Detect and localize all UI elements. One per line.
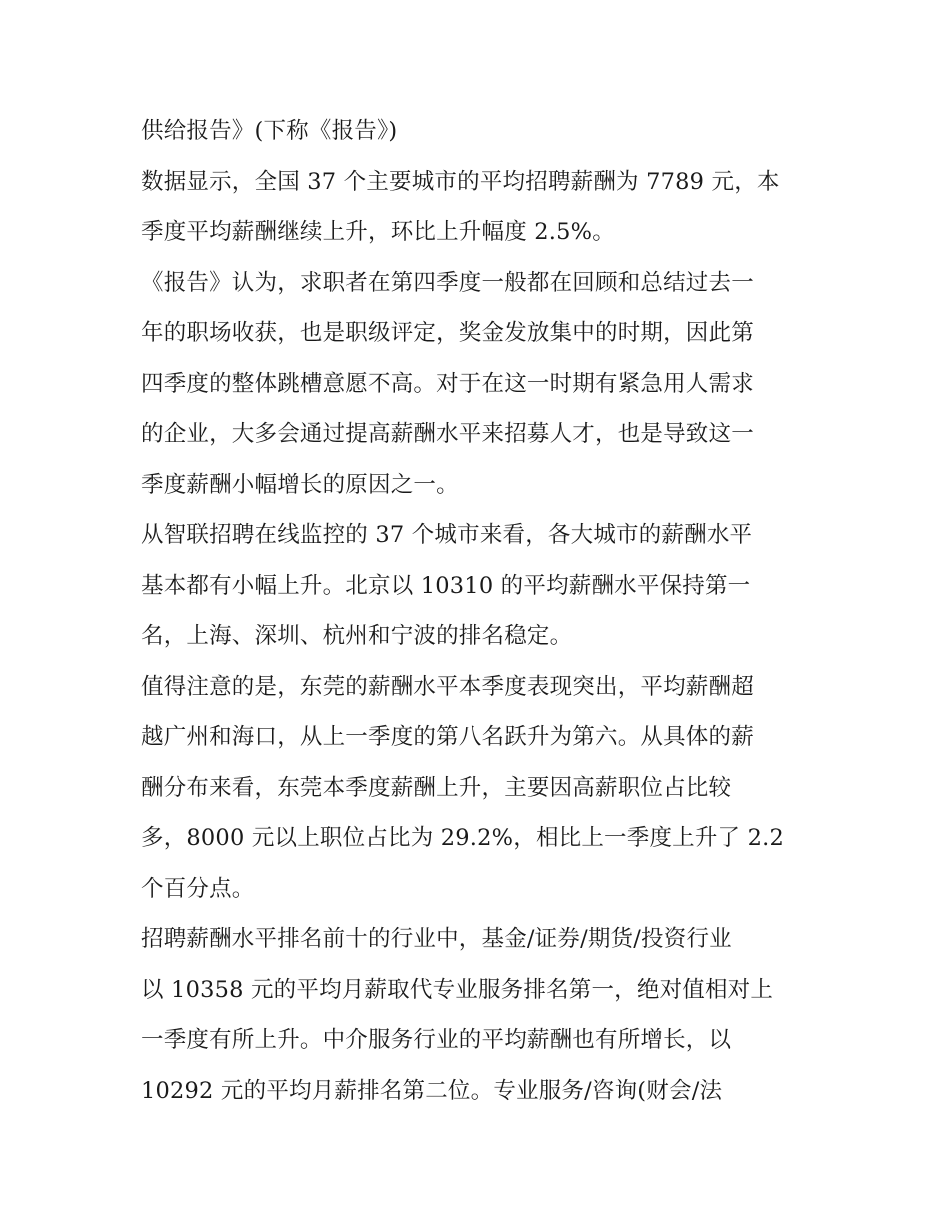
text-line: 四季度的整体跳槽意愿不高。对于在这一时期有紧急用人需求 bbox=[141, 370, 754, 397]
text-line: 10292 元的平均月薪排名第二位。专业服务/咨询(财会/法 bbox=[141, 1077, 723, 1104]
text-line: 招聘薪酬水平排名前十的行业中，基金/证券/期货/投资行业 bbox=[141, 926, 732, 952]
text-line: 名，上海、深圳、杭州和宁波的排名稳定。 bbox=[141, 623, 573, 649]
text-line: 年的职场收获，也是职级评定，奖金发放集中的时期，因此第 bbox=[141, 320, 754, 346]
text-line: 酬分布来看，东莞本季度薪酬上升，主要因高薪职位占比较 bbox=[141, 774, 732, 801]
text-line: 个百分点。 bbox=[141, 875, 255, 902]
text-line: 基本都有小幅上升。北京以 10310 的平均薪酬水平保持第一 bbox=[141, 572, 751, 599]
text-line: 值得注意的是，东莞的薪酬水平本季度表现突出，平均薪酬超 bbox=[141, 673, 754, 700]
text-line: 一季度有所上升。中介服务行业的平均薪酬也有所增长，以 bbox=[141, 1027, 732, 1053]
text-line: 季度平均薪酬继续上升，环比上升幅度 2.5%。 bbox=[141, 219, 615, 245]
text-line: 多，8000 元以上职位占比为 29.2%，相比上一季度上升了 2.2 bbox=[141, 825, 784, 851]
text-line: 越广州和海口，从上一季度的第八名跃升为第六。从具体的薪 bbox=[141, 724, 754, 750]
text-line: 数据显示，全国 37 个主要城市的平均招聘薪酬为 7789 元，本 bbox=[141, 168, 780, 195]
text-line: 季度薪酬小幅增长的原因之一。 bbox=[141, 471, 459, 498]
text-line: 《报告》认为，求职者在第四季度一般都在回顾和总结过去一 bbox=[141, 269, 754, 296]
text-line: 的企业，大多会通过提高薪酬水平来招募人才，也是导致这一 bbox=[141, 421, 754, 447]
document-body bbox=[141, 106, 821, 1116]
text-line: 以 10358 元的平均月薪取代专业服务排名第一，绝对值相对上 bbox=[141, 976, 774, 1003]
text-line: 从智联招聘在线监控的 37 个城市来看，各大城市的薪酬水平 bbox=[141, 522, 753, 548]
text-line: 供给报告》(下称《报告》) bbox=[141, 118, 398, 144]
